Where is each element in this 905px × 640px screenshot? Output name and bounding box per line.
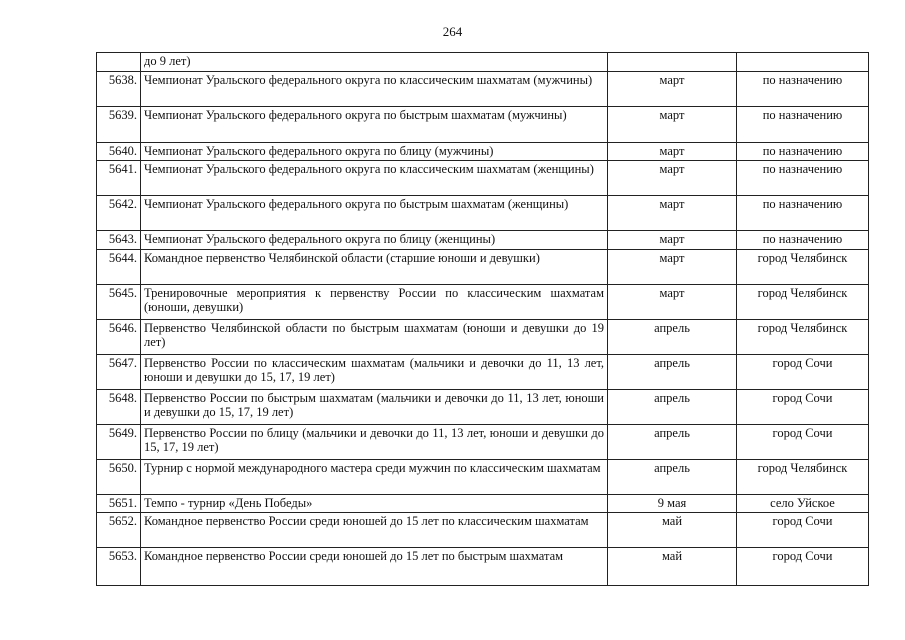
row-number: 5646. (97, 319, 141, 354)
event-name: Чемпионат Уральского федерального округа по блицу (мужчины) (141, 142, 608, 161)
row-number: 5647. (97, 354, 141, 389)
row-number: 5644. (97, 249, 141, 284)
table-row (97, 354, 869, 389)
event-name: Чемпионат Уральского федерального округа по классическим шахматам (женщины) (141, 161, 608, 196)
row-number: 5639. (97, 106, 141, 142)
table-row (97, 53, 869, 72)
table-row (97, 106, 869, 142)
table-row (97, 231, 869, 250)
event-name: Командное первенство России среди юношей до 15 лет по классическим шахматам (141, 513, 608, 548)
row-number: 5642. (97, 196, 141, 231)
row-number: 5638. (97, 71, 141, 106)
event-name: до 9 лет) (141, 53, 608, 72)
table-row (97, 494, 869, 513)
table-row (97, 71, 869, 106)
event-location: город Сочи (737, 389, 869, 424)
table-row (97, 513, 869, 548)
event-location: по назначению (737, 231, 869, 250)
event-name: Тренировочные мероприятия к первенству России по классическим шахматам (юноши, девушки) (141, 284, 608, 319)
row-number: 5645. (97, 284, 141, 319)
row-number (97, 53, 141, 72)
row-number: 5650. (97, 459, 141, 494)
event-name: Чемпионат Уральского федерального округа по быстрым шахматам (женщины) (141, 196, 608, 231)
event-location: по назначению (737, 106, 869, 142)
event-date: март (608, 231, 737, 250)
page-number: 264 (442, 24, 463, 39)
event-location: по назначению (737, 71, 869, 106)
row-number: 5640. (97, 142, 141, 161)
event-location: по назначению (737, 161, 869, 196)
table-row (97, 548, 869, 586)
event-location: город Сочи (737, 548, 869, 586)
table-row (97, 284, 869, 319)
row-number: 5641. (97, 161, 141, 196)
event-location: город Сочи (737, 513, 869, 548)
table-row (97, 142, 869, 161)
event-date: апрель (608, 389, 737, 424)
event-name: Первенство России по классическим шахматам (мальчики и девочки до 11, 13 лет, юноши и девушки до 15, 17, 19 лет) (141, 354, 608, 389)
event-date: март (608, 142, 737, 161)
event-location: город Челябинск (737, 249, 869, 284)
event-location: город Челябинск (737, 319, 869, 354)
table-row (97, 459, 869, 494)
table-row (97, 389, 869, 424)
event-name: Первенство России по быстрым шахматам (мальчики и девочки до 11, 13 лет, юноши и девушки до 15, 17, 19 лет) (141, 389, 608, 424)
event-date: март (608, 71, 737, 106)
event-date: 9 мая (608, 494, 737, 513)
event-date: май (608, 548, 737, 586)
event-name: Первенство Челябинской области по быстрым шахматам (юноши и девушки до 19 лет) (141, 319, 608, 354)
row-number: 5643. (97, 231, 141, 250)
table-row (97, 424, 869, 459)
event-name: Турнир с нормой международного мастера среди мужчин по классическим шахматам (141, 459, 608, 494)
row-number: 5652. (97, 513, 141, 548)
events-table (96, 52, 869, 586)
event-date: март (608, 161, 737, 196)
event-date: май (608, 513, 737, 548)
event-date: апрель (608, 319, 737, 354)
event-date: апрель (608, 354, 737, 389)
event-date: апрель (608, 459, 737, 494)
table-row (97, 319, 869, 354)
event-name: Командное первенство Челябинской области (старшие юноши и девушки) (141, 249, 608, 284)
table-row (97, 249, 869, 284)
event-date: март (608, 284, 737, 319)
event-location: город Челябинск (737, 284, 869, 319)
event-date: март (608, 249, 737, 284)
event-location: город Сочи (737, 424, 869, 459)
table-row (97, 196, 869, 231)
event-name: Командное первенство России среди юношей до 15 лет по быстрым шахматам (141, 548, 608, 586)
event-name: Чемпионат Уральского федерального округа по быстрым шахматам (мужчины) (141, 106, 608, 142)
event-name: Темпо - турнир «День Победы» (141, 494, 608, 513)
row-number: 5649. (97, 424, 141, 459)
event-name: Чемпионат Уральского федерального округа по классическим шахматам (мужчины) (141, 71, 608, 106)
event-location: по назначению (737, 142, 869, 161)
event-location: по назначению (737, 196, 869, 231)
row-number: 5651. (97, 494, 141, 513)
event-location: село Уйское (737, 494, 869, 513)
event-location: город Челябинск (737, 459, 869, 494)
table-row (97, 161, 869, 196)
event-date (608, 53, 737, 72)
event-location: город Сочи (737, 354, 869, 389)
event-date: апрель (608, 424, 737, 459)
event-location (737, 53, 869, 72)
event-date: март (608, 196, 737, 231)
row-number: 5653. (97, 548, 141, 586)
event-name: Первенство России по блицу (мальчики и девочки до 11, 13 лет, юноши и девушки до 15, 17, 19 лет) (141, 424, 608, 459)
row-number: 5648. (97, 389, 141, 424)
event-name: Чемпионат Уральского федерального округа по блицу (женщины) (141, 231, 608, 250)
event-date: март (608, 106, 737, 142)
